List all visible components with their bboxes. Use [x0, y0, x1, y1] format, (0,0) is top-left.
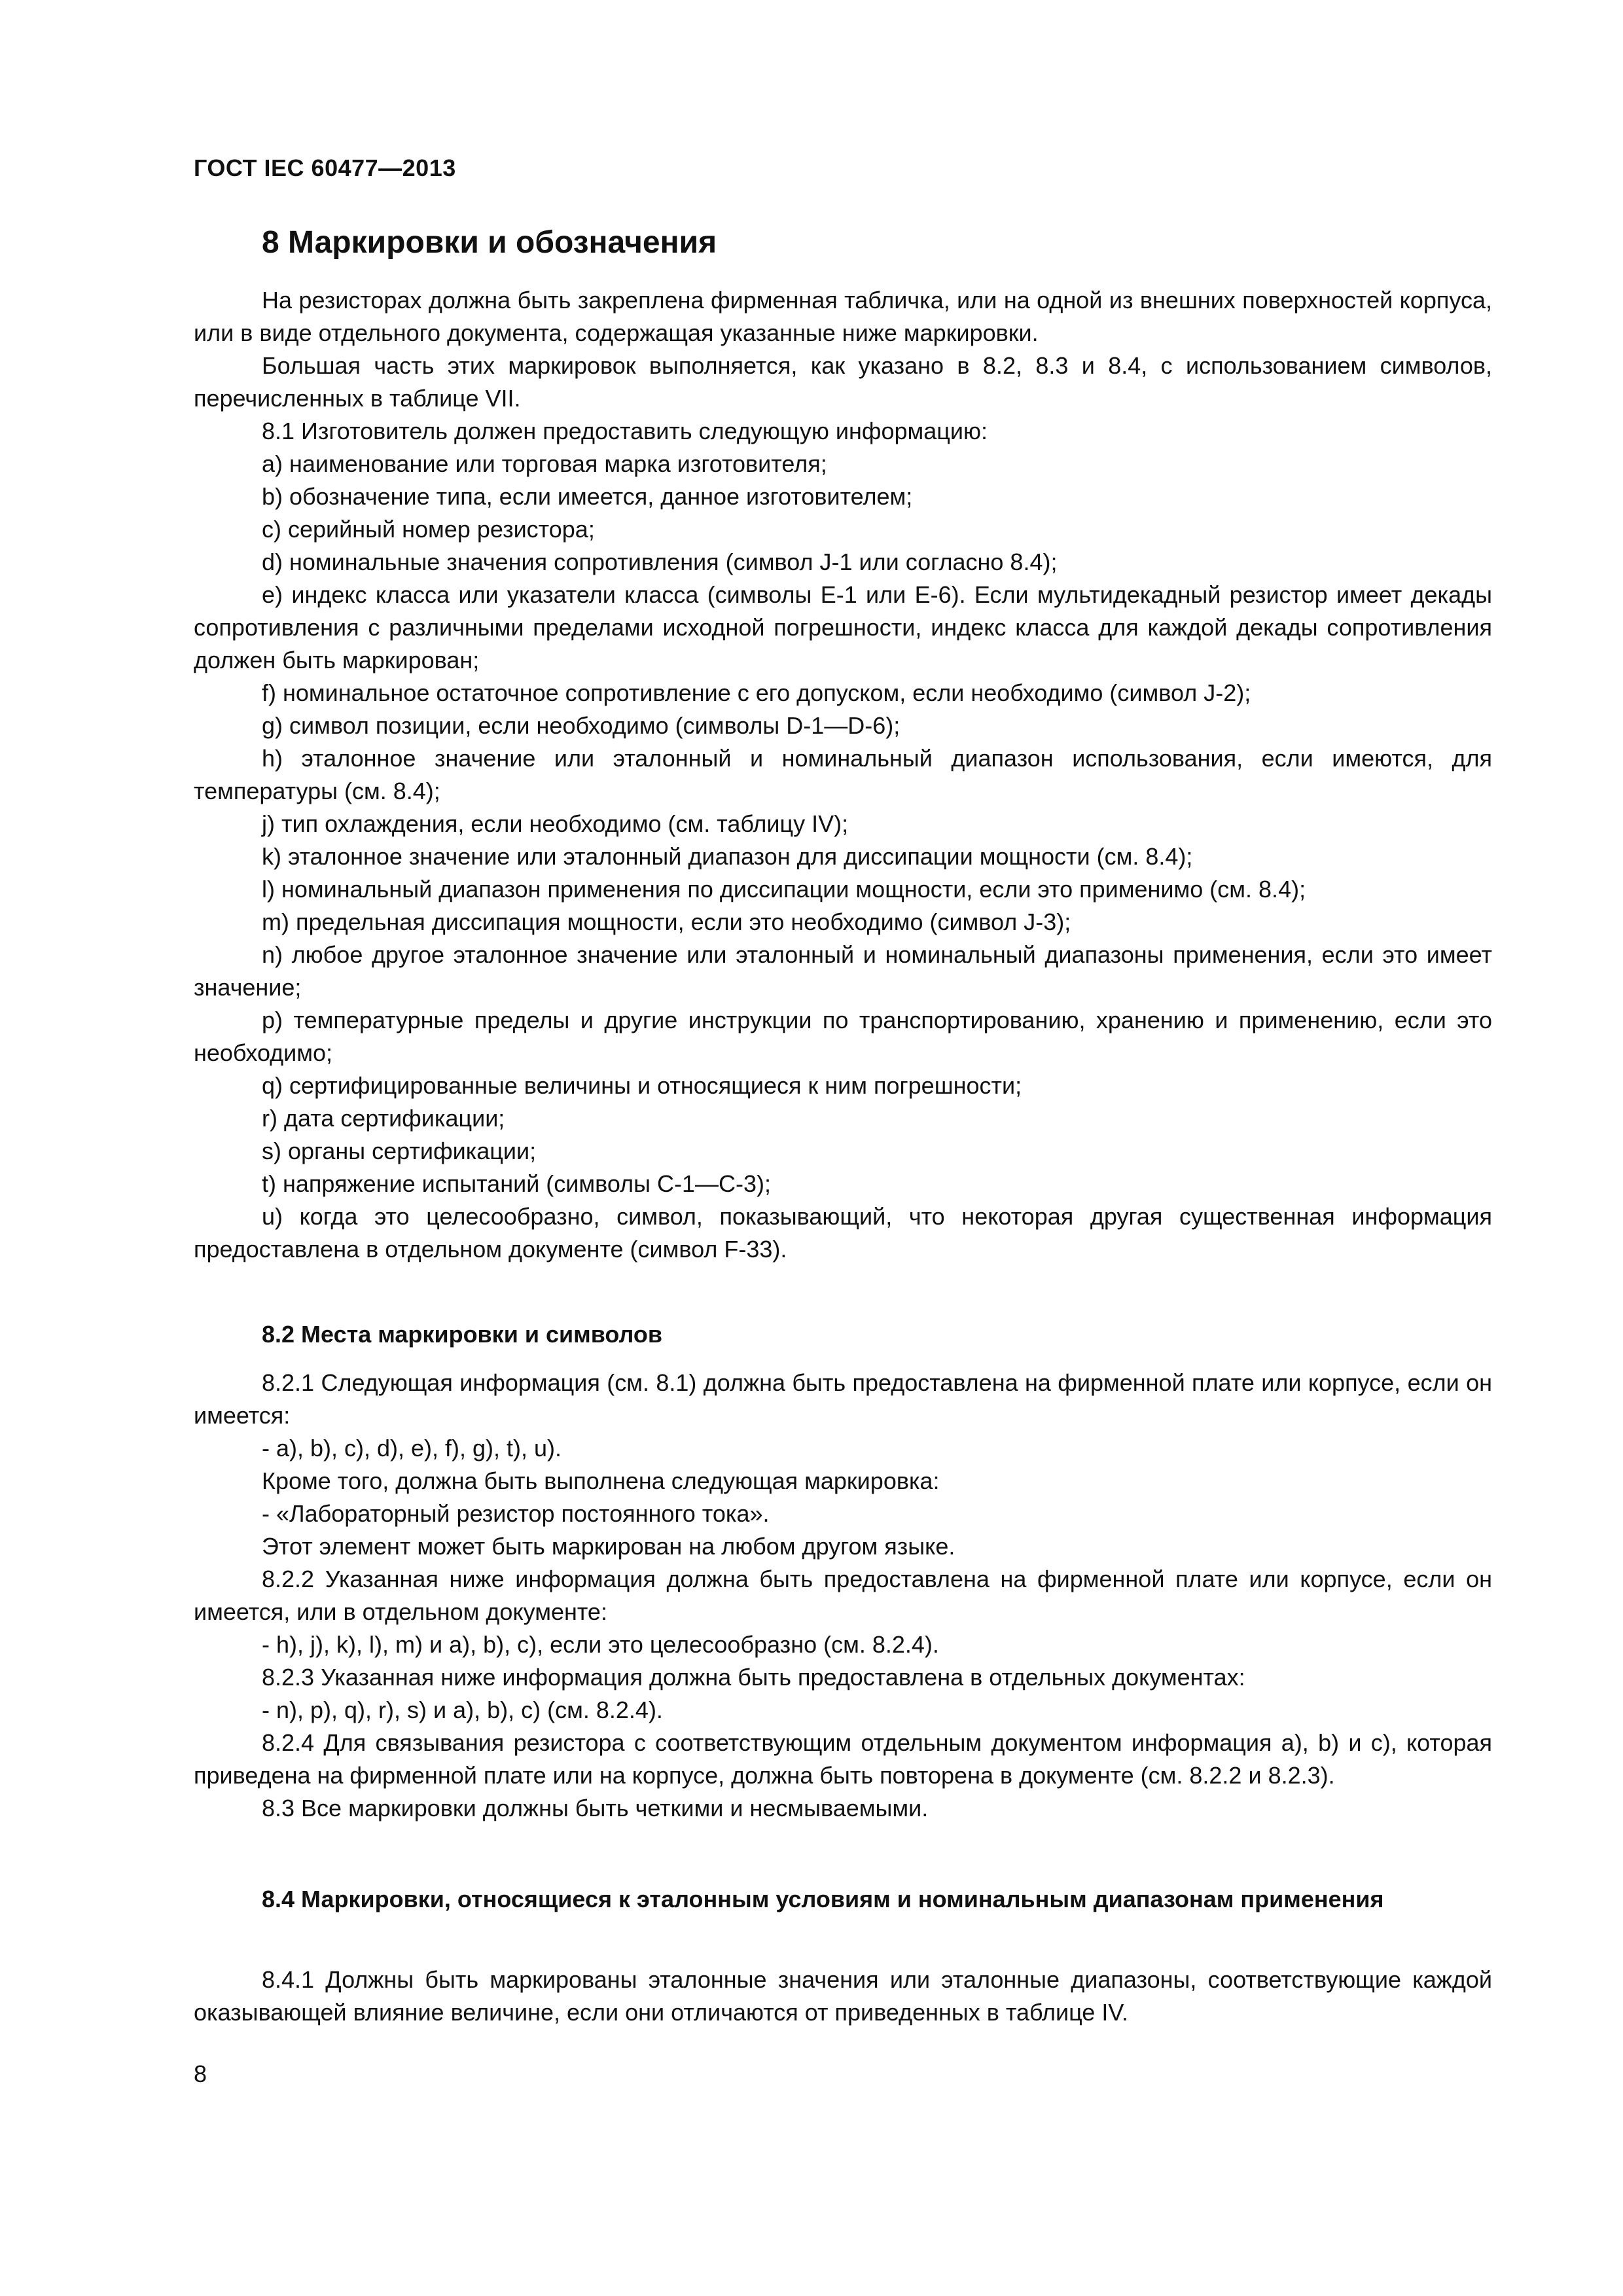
list-item-l: l) номинальный диапазон применения по диссипации мощности, если это применимо (см. 8.4); — [262, 876, 1306, 903]
list-item-m: m) предельная диссипация мощности, если это необходимо (символ J-3); — [262, 908, 1071, 935]
list-item-q: q) сертифицированные величины и относящиеся к ним погрешности; — [262, 1072, 1022, 1099]
para-8-2-1: 8.2.1 Следующая информация (см. 8.1) должна быть предоставлена на фирменной плате или корпусе, если он имеется: — [194, 1369, 1492, 1429]
para-8-2-3: 8.2.3 Указанная ниже информация должна быть предоставлена в отдельных документах: — [262, 1664, 1245, 1691]
para-8-2-1-marking: - «Лабораторный резистор постоянного тока». — [262, 1500, 770, 1527]
list-item-h: h) эталонное значение или эталонный и номинальный диапазон использования, если имеются, для температуры (см. 8.4); — [194, 745, 1492, 804]
para-8-2-1-language: Этот элемент может быть маркирован на любом другом языке. — [262, 1533, 955, 1560]
para-8-2-2-list: - h), j), k), l), m) и a), b), c), если это целесообразно (см. 8.2.4). — [262, 1631, 939, 1658]
subsection-8-4-body — [194, 1964, 1492, 2029]
list-item-j: j) тип охлаждения, если необходимо (см. таблицу IV); — [262, 810, 849, 837]
section-8-body — [194, 284, 1492, 1266]
document-code: ГОСТ IEC 60477—2013 — [194, 154, 456, 181]
list-item-k: k) эталонное значение или эталонный диапазон для диссипации мощности (см. 8.4); — [262, 843, 1193, 870]
list-item-d: d) номинальные значения сопротивления (символ J-1 или согласно 8.4); — [262, 548, 1058, 575]
para-8-2-4: 8.2.4 Для связывания резистора с соответствующим отдельным документом информация a), b) и c), которая приведена на фирменной плате или на корпусе, должна быть повторена в документе (см. 8.2.2 и 8.2.3). — [194, 1729, 1492, 1789]
list-item-a: a) наименование или торговая марка изготовителя; — [262, 450, 827, 477]
intro-paragraph-1: На резисторах должна быть закреплена фирменная табличка, или на одной из внешних поверхностей корпуса, или в виде отдельного документа, содержащая указанные ниже маркировки. — [194, 287, 1492, 346]
para-8-2-1-extra: Кроме того, должна быть выполнена следующая маркировка: — [262, 1467, 940, 1494]
list-item-c: c) серийный номер резистора; — [262, 516, 595, 543]
subsection-8-2-body — [194, 1367, 1492, 1825]
list-item-f: f) номинальное остаточное сопротивление с его допуском, если необходимо (символ J-2); — [262, 679, 1251, 706]
list-item-b: b) обозначение типа, если имеется, данное изготовителем; — [262, 483, 913, 510]
para-8-2-1-list: - a), b), c), d), e), f), g), t), u). — [262, 1435, 562, 1462]
subsection-8-2-title: 8.2 Места маркировки и символов — [262, 1321, 663, 1348]
list-item-u: u) когда это целесообразно, символ, показывающий, что некоторая другая существенная информация предоставлена в отдельном документе (символ F-33). — [194, 1203, 1492, 1263]
para-8-4-1: 8.4.1 Должны быть маркированы эталонные значения или эталонные диапазоны, соответствующие каждой оказывающей влияние величине, если они отличаются от приведенных в таблице IV. — [194, 1966, 1492, 2026]
subsection-8-4-title: 8.4 Маркировки, относящиеся к эталонным условиям и номинальным диапазонам применения — [262, 1886, 1384, 1912]
list-item-p: p) температурные пределы и другие инструкции по транспортированию, хранению и применению, если это необходимо; — [194, 1007, 1492, 1066]
list-item-e: e) индекс класса или указатели класса (символы Е-1 или Е-6). Если мультидекадный резистор имеет декады сопротивления с различными пределами исходной погрешности, индекс класса для каждой декады сопротивления должен быть маркирован; — [194, 581, 1492, 673]
para-8-3: 8.3 Все маркировки должны быть четкими и несмываемыми. — [262, 1795, 929, 1821]
para-8-2-2: 8.2.2 Указанная ниже информация должна быть предоставлена на фирменной плате или корпусе, если он имеется, или в отдельном документе: — [194, 1566, 1492, 1625]
subsection-8-1-lead: 8.1 Изготовитель должен предоставить следующую информацию: — [262, 418, 988, 444]
list-item-s: s) органы сертификации; — [262, 1138, 537, 1164]
intro-paragraph-2: Большая часть этих маркировок выполняется, как указано в 8.2, 8.3 и 8.4, с использованием символов, перечисленных в таблице VII. — [194, 352, 1492, 412]
list-item-t: t) напряжение испытаний (символы С-1—С-3); — [262, 1170, 771, 1197]
list-item-g: g) символ позиции, если необходимо (символы D-1—D-6); — [262, 712, 901, 739]
list-item-r: r) дата сертификации; — [262, 1105, 505, 1132]
section-8-title: 8 Маркировки и обозначения — [262, 225, 717, 260]
page-number: 8 — [194, 2060, 207, 2087]
para-8-2-3-list: - n), p), q), r), s) и a), b), c) (см. 8.2.4). — [262, 1696, 663, 1723]
list-item-n: n) любое другое эталонное значение или эталонный и номинальный диапазоны применения, если это имеет значение; — [194, 941, 1492, 1001]
